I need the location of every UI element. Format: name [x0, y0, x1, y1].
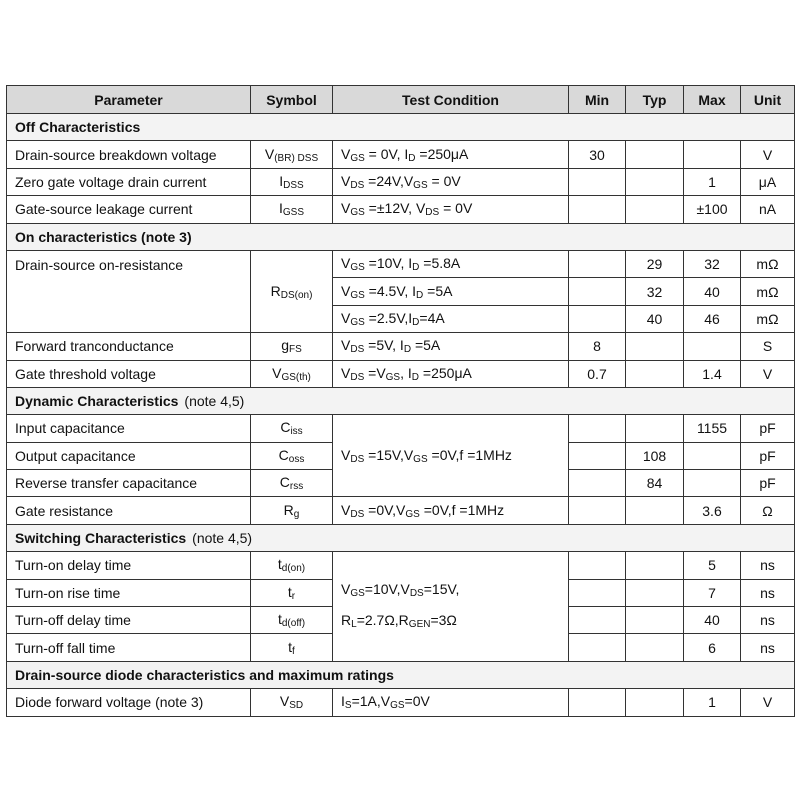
symbol-cell: $C_{rss}$	[251, 470, 333, 497]
typ-cell: 32	[626, 278, 684, 305]
min-cell	[569, 305, 626, 332]
condition-cell: $V_{DS} =0V,V_{GS} =0V,f =1MHz$	[333, 497, 569, 524]
param-cell: Reverse transfer capacitance	[7, 470, 251, 497]
table-row	[7, 333, 795, 360]
unit-cell: mΩ	[741, 278, 795, 305]
param-cell: Drain-source breakdown voltage	[7, 141, 251, 168]
unit-cell: pF	[741, 415, 795, 442]
symbol-cell: $R_g$	[251, 497, 333, 524]
table-row	[7, 168, 795, 195]
unit-cell: μA	[741, 168, 795, 195]
condition-cell: $V_{DS} =24V,V_{GS} = 0V$	[333, 168, 569, 195]
symbol-cell: $I_{GSS}$	[251, 196, 333, 223]
max-cell: 7	[684, 579, 741, 606]
table-row	[7, 689, 795, 716]
table-row	[7, 497, 795, 524]
header-parameter: Parameter	[7, 86, 251, 114]
table-row	[7, 552, 795, 579]
param-cell: Turn-off fall time	[7, 634, 251, 661]
table-row	[7, 415, 795, 442]
max-cell: 46	[684, 305, 741, 332]
min-cell	[569, 278, 626, 305]
section-header-diode	[7, 661, 795, 688]
max-cell	[684, 141, 741, 168]
typ-cell: 108	[626, 442, 684, 469]
typ-cell	[626, 360, 684, 387]
unit-cell: V	[741, 689, 795, 716]
symbol-cell: $C_{iss}$	[251, 415, 333, 442]
max-cell: 1155	[684, 415, 741, 442]
header-symbol: Symbol	[251, 86, 333, 114]
condition-cell: $V_{GS} =10V$, $I_D =5.8A$	[333, 250, 569, 277]
header-typ: Typ	[626, 86, 684, 114]
header-min: Min	[569, 86, 626, 114]
unit-cell: pF	[741, 470, 795, 497]
symbol-cell: $g_{FS}$	[251, 333, 333, 360]
max-cell: 5	[684, 552, 741, 579]
header-unit: Unit	[741, 86, 795, 114]
typ-cell	[626, 607, 684, 634]
min-cell: 30	[569, 141, 626, 168]
table-row	[7, 360, 795, 387]
section-header-dynamic	[7, 387, 795, 414]
unit-cell: V	[741, 360, 795, 387]
section-header-off	[7, 114, 795, 141]
param-cell: Input capacitance	[7, 415, 251, 442]
min-cell	[569, 497, 626, 524]
symbol-cell: $t_{d(on)}$	[251, 552, 333, 579]
table-row	[7, 141, 795, 168]
max-cell	[684, 442, 741, 469]
max-cell: 40	[684, 607, 741, 634]
param-cell: Turn-on rise time	[7, 579, 251, 606]
param-cell: Turn-off delay time	[7, 607, 251, 634]
typ-cell	[626, 689, 684, 716]
section-title: On characteristics (note 3)	[7, 223, 795, 250]
typ-cell	[626, 552, 684, 579]
unit-cell: ns	[741, 634, 795, 661]
typ-cell	[626, 196, 684, 223]
section-title: Dynamic Characteristics (note 4,5)	[7, 387, 795, 414]
param-cell: Turn-on delay time	[7, 552, 251, 579]
header-max: Max	[684, 86, 741, 114]
symbol-cell: $t_{d(off)}$	[251, 607, 333, 634]
condition-cell: $V_{DS} =V_{GS}$, $I_D =250\mu A$	[333, 360, 569, 387]
section-header-on	[7, 223, 795, 250]
typ-cell	[626, 168, 684, 195]
condition-cell: $V_{GS} =2.5V,I_D=4A$	[333, 305, 569, 332]
unit-cell: nA	[741, 196, 795, 223]
spec-table	[6, 85, 795, 717]
table-row	[7, 196, 795, 223]
unit-cell: Ω	[741, 497, 795, 524]
param-cell: Gate resistance	[7, 497, 251, 524]
condition-line: $V_{GS}=10V,V_{DS}=15V$,	[341, 580, 460, 599]
typ-cell: 29	[626, 250, 684, 277]
min-cell	[569, 196, 626, 223]
unit-cell: S	[741, 333, 795, 360]
unit-cell: ns	[741, 552, 795, 579]
unit-cell: pF	[741, 442, 795, 469]
condition-cell: $V_{DS} =5V$, $I_D =5A$	[333, 333, 569, 360]
condition-cell: $V_{GS} =4.5V$, $I_D =5A$	[333, 278, 569, 305]
typ-cell	[626, 333, 684, 360]
condition-cell: $V_{GS} =\pm 12V$, $V_{DS} = 0V$	[333, 196, 569, 223]
param-cell: Diode forward voltage (note 3)	[7, 689, 251, 716]
section-note: (note 4,5)	[192, 530, 253, 547]
symbol-cell: $R_{DS(on)}$	[251, 250, 333, 332]
max-cell	[684, 470, 741, 497]
symbol-cell: $t_r$	[251, 579, 333, 606]
unit-cell: mΩ	[741, 305, 795, 332]
symbol-cell: $I_{DSS}$	[251, 168, 333, 195]
min-cell	[569, 689, 626, 716]
max-cell	[684, 333, 741, 360]
param-cell: Gate-source leakage current	[7, 196, 251, 223]
min-cell	[569, 250, 626, 277]
condition-cell: $V_{DS} =15V,V_{GS} =0V,f =1MHz$	[333, 415, 569, 497]
symbol-cell: $V_{GS(th)}$	[251, 360, 333, 387]
min-cell	[569, 415, 626, 442]
section-title: Drain-source diode characteristics and maximum ratings	[7, 661, 795, 688]
typ-cell: 40	[626, 305, 684, 332]
section-title: Switching Characteristics (note 4,5)	[7, 524, 795, 551]
max-cell: 32	[684, 250, 741, 277]
min-cell: 0.7	[569, 360, 626, 387]
typ-cell	[626, 415, 684, 442]
min-cell: 8	[569, 333, 626, 360]
section-note: (note 4,5)	[184, 393, 245, 410]
symbol-cell: $t_f$	[251, 634, 333, 661]
unit-cell: mΩ	[741, 250, 795, 277]
min-cell	[569, 470, 626, 497]
header-condition: Test Condition	[333, 86, 569, 114]
table-row	[7, 250, 795, 277]
param-cell: Forward tranconductance	[7, 333, 251, 360]
symbol-cell: $V_{SD}$	[251, 689, 333, 716]
param-cell: Output capacitance	[7, 442, 251, 469]
section-title: Off Characteristics	[7, 114, 795, 141]
unit-cell: ns	[741, 607, 795, 634]
param-cell: Zero gate voltage drain current	[7, 168, 251, 195]
min-cell	[569, 607, 626, 634]
header-row	[7, 86, 795, 114]
typ-cell	[626, 141, 684, 168]
unit-cell: ns	[741, 579, 795, 606]
typ-cell	[626, 579, 684, 606]
symbol-cell: $V_{(BR) DSS}$	[251, 141, 333, 168]
condition-cell: $I_S=1A,V_{GS}=0V$	[333, 689, 569, 716]
max-cell: 1	[684, 168, 741, 195]
section-header-switching	[7, 524, 795, 551]
max-cell: ±100	[684, 196, 741, 223]
max-cell: 6	[684, 634, 741, 661]
typ-cell: 84	[626, 470, 684, 497]
condition-line: $R_L=2.7\Omega,R_{GEN}=3\Omega$	[341, 611, 457, 630]
min-cell	[569, 634, 626, 661]
min-cell	[569, 168, 626, 195]
unit-cell: V	[741, 141, 795, 168]
param-cell: Gate threshold voltage	[7, 360, 251, 387]
max-cell: 3.6	[684, 497, 741, 524]
min-cell	[569, 579, 626, 606]
symbol-cell: $C_{oss}$	[251, 442, 333, 469]
condition-cell: $V_{GS} = 0V$, $I_D =250\mu A$	[333, 141, 569, 168]
typ-cell	[626, 634, 684, 661]
param-cell: Drain-source on-resistance	[7, 250, 251, 332]
max-cell: 1.4	[684, 360, 741, 387]
condition-cell	[333, 552, 569, 662]
max-cell: 40	[684, 278, 741, 305]
min-cell	[569, 442, 626, 469]
min-cell	[569, 552, 626, 579]
max-cell: 1	[684, 689, 741, 716]
typ-cell	[626, 497, 684, 524]
